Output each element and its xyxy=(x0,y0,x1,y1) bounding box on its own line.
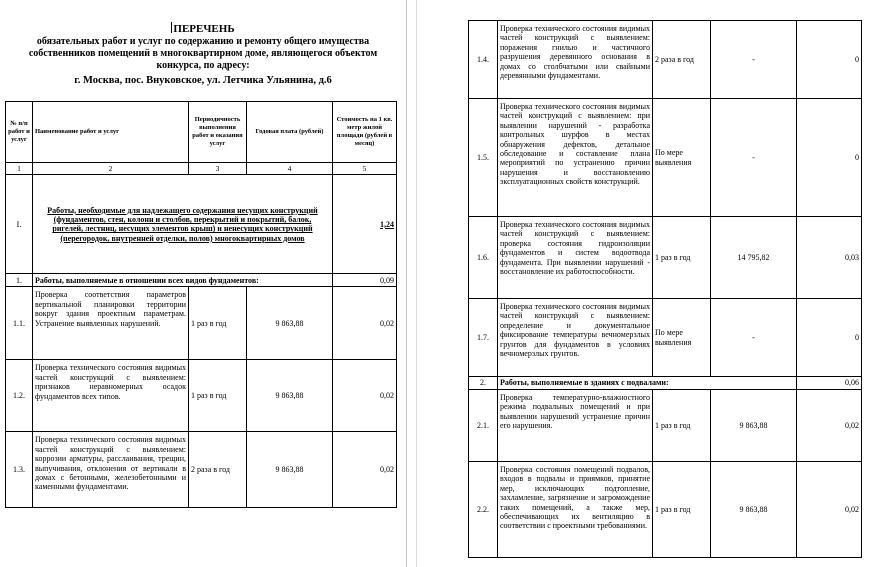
document-page-left xyxy=(0,0,406,567)
col-number-3: 3 xyxy=(189,163,247,175)
header-line-2: собственников помещений в многоквартирном доме, являющегося объектом xyxy=(28,48,378,59)
subsection-title: Работы, выполняемые в зданиях с подвалами: xyxy=(498,377,797,390)
table-row xyxy=(6,432,397,508)
row-period: По мере выявления xyxy=(653,299,711,377)
row-description: Проверка технического состояния видимых частей конструкций с выявлением: при выявлении нарушений - разработка контрольных шурфов в местах обнаружения дефектов, детальное обследование и составление плана мероприятий по устранению причин нарушения и восстановлению эксплуатационных свойств конструкций. xyxy=(498,99,653,217)
table-row xyxy=(6,274,397,287)
row-annual: - xyxy=(711,299,797,377)
row-period: 2 раза в год xyxy=(189,432,247,508)
col-number-2: 2 xyxy=(33,163,189,175)
row-annual: 9 863,88 xyxy=(247,432,333,508)
row-cost: 0,02 xyxy=(797,390,862,462)
row-cost: 0,02 xyxy=(333,432,397,508)
header-line-3: конкурса, по адресу: xyxy=(156,60,250,71)
table-row xyxy=(6,287,397,360)
row-description: Проверка состояния помещений подвалов, входов в подвалы и приямков, принятие мер, исключающих подтопление, захламление, загрязнение и загромождение таких помещений, а также мер, обеспечивающих их вентиляцию в соответствии с проектными требованиями. xyxy=(498,462,653,558)
column-number-row xyxy=(6,163,397,175)
table-row xyxy=(469,99,862,217)
table-header-row xyxy=(6,102,397,163)
document-header xyxy=(0,22,406,87)
table-row xyxy=(469,21,862,99)
works-table-left xyxy=(5,101,397,508)
col-number-1: 1 xyxy=(6,163,33,175)
row-description: Проверка соответствия параметров вертикальной планировки территории вокруг здания проектным параметрам. Устранение выявленных нарушений. xyxy=(33,287,189,360)
row-period: 1 раз в год xyxy=(653,462,711,558)
row-annual: - xyxy=(711,21,797,99)
row-cost: 0 xyxy=(797,21,862,99)
document-title[interactable] xyxy=(0,22,406,35)
table-row xyxy=(6,360,397,432)
row-cost: 0 xyxy=(797,299,862,377)
row-annual: 9 863,88 xyxy=(711,390,797,462)
row-description: Проверка температурно-влажностного режима подвальных помещений и при выявлении нарушений устранение причин его нарушения. xyxy=(498,390,653,462)
row-annual: - xyxy=(711,99,797,217)
row-description: Проверка технического состояния видимых частей конструкций с выявлением: признаков неравномерных осадок фундаментов всех типов. xyxy=(33,360,189,432)
row-cost: 0 xyxy=(797,99,862,217)
row-cost: 0,02 xyxy=(797,462,862,558)
row-number: 1.1. xyxy=(6,287,33,360)
row-description: Проверка технического состояния видимых частей конструкций с выявлением: определение и документальное фиксирование температуры вечномерзлых грунтов для фундаментов в условиях вечномерзлых грунтов. xyxy=(498,299,653,377)
row-number: 1. xyxy=(6,274,33,287)
row-cost: 0,09 xyxy=(333,274,397,287)
row-cost: 0,06 xyxy=(797,377,862,390)
col-number-5: 5 xyxy=(333,163,397,175)
row-number: 2. xyxy=(469,377,498,390)
table-row xyxy=(6,175,397,274)
header-line-1: обязательных работ и услуг по содержанию и ремонту общего имущества xyxy=(36,36,370,47)
table-row xyxy=(469,217,862,299)
page-edge-left xyxy=(406,0,407,567)
table-row xyxy=(469,377,862,390)
row-period: 1 раз в год xyxy=(189,287,247,360)
document-page-right xyxy=(468,0,869,567)
row-description: Проверка технического состояния видимых частей конструкций с выявлением: поражения гнилью и частичного разрушения деревянного основания в домах со столбчатыми или свайными деревянными фундаментами. xyxy=(498,21,653,99)
row-period: По мере выявления xyxy=(653,99,711,217)
table-row xyxy=(469,299,862,377)
title-text: ПЕРЕЧЕНЬ xyxy=(173,23,235,35)
row-period: 1 раз в год xyxy=(653,217,711,299)
row-period: 1 раз в год xyxy=(189,360,247,432)
row-cost: 1,24 xyxy=(333,175,397,274)
col-header-number: № п/п работ и услуг xyxy=(6,102,33,163)
row-cost: 0,02 xyxy=(333,287,397,360)
row-number: 1.4. xyxy=(469,21,498,99)
subsection-title: Работы, выполняемые в отношении всех видов фундаментов: xyxy=(33,274,333,287)
table-row xyxy=(469,390,862,462)
section-title: Работы, необходимые для надлежащего содержания несущих конструкций (фундаментов, стен, колонн и столбов, перекрытий и покрытий, балок, ригелей, лестниц, несущих элементов крыш) и ненесущих конструкций (перегородок, внутренней отделки, полов) многоквартирных домов xyxy=(33,175,333,274)
row-annual: 9 863,88 xyxy=(711,462,797,558)
row-number: 2.1. xyxy=(469,390,498,462)
row-cost: 0,02 xyxy=(333,360,397,432)
row-number: 1.7. xyxy=(469,299,498,377)
col-header-annual: Годовая плата (рублей) xyxy=(247,102,333,163)
row-number: 2.2. xyxy=(469,462,498,558)
row-description: Проверка технического состояния видимых частей конструкций с выявлением: проверка состояния гидроизоляции фундаментов и систем водоотвода фундамента. При выявлении нарушений - восстановление их работоспособности. xyxy=(498,217,653,299)
page-edge-right xyxy=(416,0,417,567)
row-annual: 14 795,82 xyxy=(711,217,797,299)
col-header-cost: Стоимость на 1 кв. метр жилой площади (рублей в месяц) xyxy=(333,102,397,163)
col-number-4: 4 xyxy=(247,163,333,175)
row-number: 1.5. xyxy=(469,99,498,217)
table-row xyxy=(469,462,862,558)
row-number: 1.3. xyxy=(6,432,33,508)
row-number: 1.6. xyxy=(469,217,498,299)
row-period: 1 раз в год xyxy=(653,390,711,462)
col-header-period: Периодичность выполнения работ и оказания услуг xyxy=(189,102,247,163)
row-annual: 9 863,88 xyxy=(247,287,333,360)
row-annual: 9 863,88 xyxy=(247,360,333,432)
works-table-right xyxy=(468,20,862,558)
row-description: Проверка технического состояния видимых частей конструкций с выявлением: коррозии арматуры, расслаивания, трещин, выпучивания, отклонения от вертикали в домах с бетонными, железобетонными и каменными фундаментами. xyxy=(33,432,189,508)
row-number: I. xyxy=(6,175,33,274)
row-period: 2 раза в год xyxy=(653,21,711,99)
col-header-name: Наименование работ и услуг xyxy=(33,102,189,163)
row-cost: 0,03 xyxy=(797,217,862,299)
header-address: г. Москва, пос. Внуковское, ул. Летчика Ульянина, д.6 xyxy=(74,75,332,86)
row-number: 1.2. xyxy=(6,360,33,432)
